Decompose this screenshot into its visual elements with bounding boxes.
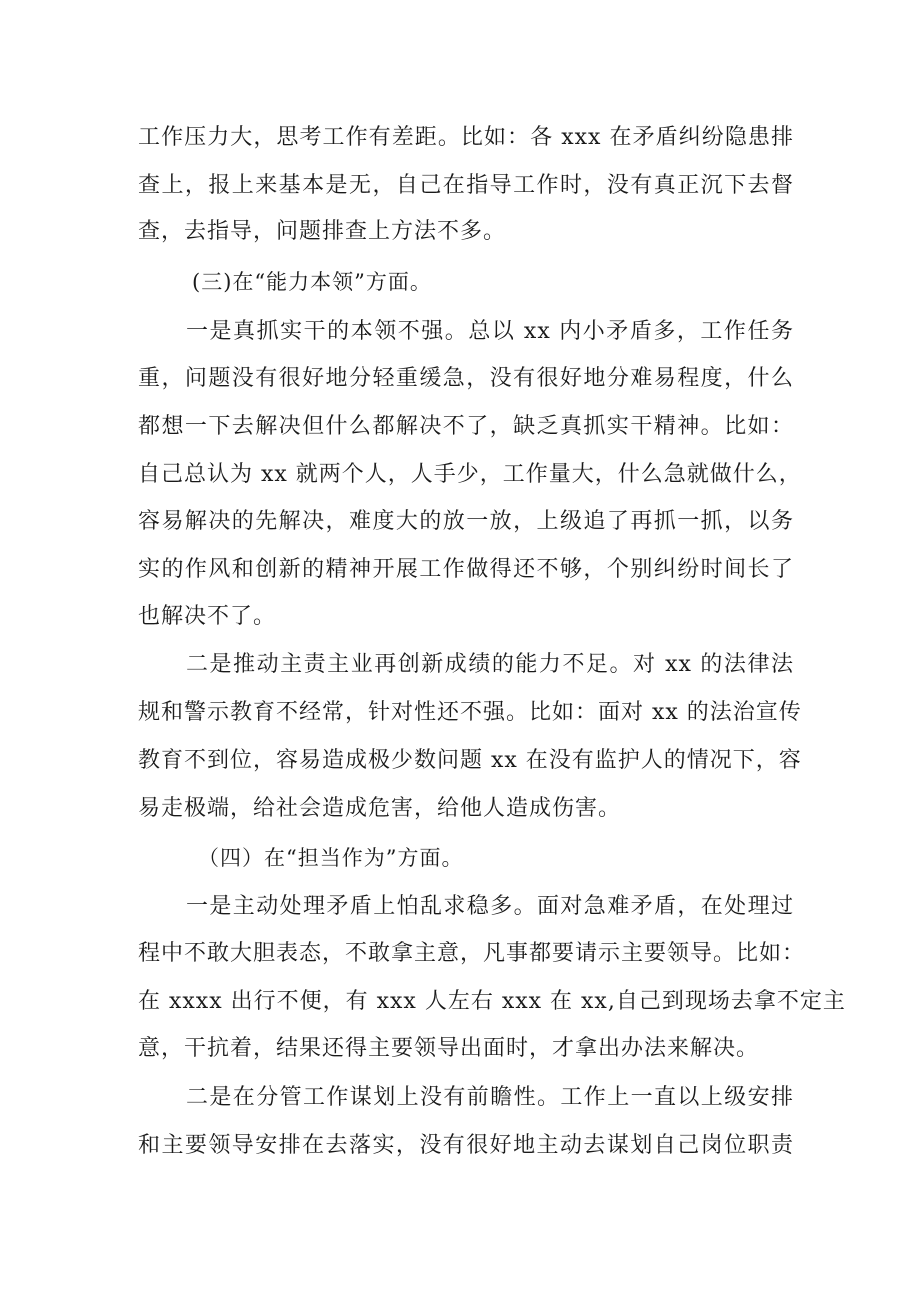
text-line: 容易解决的先解决，难度大的放一放，上级追了再抓一抓，以务 [138, 509, 794, 534]
paragraph-line [186, 887, 794, 927]
text-line: 在 xxxx 出行不便，有 xxx 人左右 xxx 在 xx,自己到现场去拿不定主 [138, 989, 846, 1014]
paragraph-line [138, 597, 794, 637]
paragraph-line [138, 166, 794, 206]
text-line: 二是推动主责主业再创新成绩的能力不足。对 xx 的法律法 [186, 652, 794, 677]
text-line: 教育不到位，容易造成极少数问题 xx 在没有监护人的情况下，容 [138, 748, 802, 773]
text-line: 实的作风和创新的精神开展工作做得还不够，个别纠纷时间长了 [138, 557, 794, 582]
paragraph-line [138, 1126, 794, 1166]
text-line: 重，问题没有很好地分轻重缓急，没有很好地分难易程度，什么 [138, 366, 794, 391]
paragraph-line [138, 741, 802, 781]
text-line: 工作压力大，思考工作有差距。比如：各 xxx 在矛盾纠纷隐患排 [138, 125, 794, 150]
text-line: 易走极端，给社会造成危害，给他人造成伤害。 [138, 796, 622, 821]
section-heading [198, 838, 798, 878]
text-line: 规和警示教育不经常，针对性还不强。比如：面对 xx 的法治宣传 [138, 700, 802, 725]
paragraph-line [138, 212, 794, 252]
paragraph-line [138, 550, 794, 590]
paragraph-line [186, 312, 794, 352]
paragraph-line [138, 118, 794, 158]
paragraph-line [138, 934, 806, 974]
paragraph-line [186, 645, 794, 685]
paragraph-line [138, 693, 802, 733]
section-heading [192, 262, 792, 302]
text-line: 都想一下去解决但什么都解决不了，缺乏真抓实干精神。比如： [138, 414, 794, 439]
text-line: 二是在分管工作谋划上没有前瞻性。工作上一直以上级安排 [186, 1085, 794, 1110]
paragraph-line [138, 359, 794, 399]
paragraph-line [138, 1029, 794, 1069]
text-line: 也解决不了。 [138, 604, 277, 629]
text-line: 一是真抓实干的本领不强。总以 xx 内小矛盾多，工作任务 [186, 319, 794, 344]
paragraph-line [138, 455, 802, 495]
paragraph-line [138, 982, 846, 1022]
paragraph-line [138, 502, 794, 542]
text-line: 和主要领导安排在去落实，没有很好地主动去谋划自己岗位职责 [138, 1133, 794, 1158]
text-line: 一是主动处理矛盾上怕乱求稳多。面对急难矛盾，在处理过 [186, 894, 794, 919]
paragraph-line [138, 789, 794, 829]
text-line: 意，干抗着，结果还得主要领导出面时，才拿出办法来解决。 [138, 1036, 760, 1061]
text-line: 自己总认为 xx 就两个人，人手少，工作量大，什么急就做什么， [138, 462, 802, 487]
text-line: 查上，报上来基本是无，自己在指导工作时，没有真正沉下去督 [138, 173, 794, 198]
text-line: 查，去指导，问题排查上方法不多。 [138, 219, 507, 244]
section-heading-text: (三)在“能力本领”方面。 [192, 270, 432, 294]
paragraph-line [186, 1078, 794, 1118]
paragraph-line [138, 407, 794, 447]
text-line: 程中不敢大胆表态，不敢拿主意，凡事都要请示主要领导。比如： [138, 941, 806, 966]
section-heading-text: （四）在“担当作为”方面。 [198, 846, 464, 870]
